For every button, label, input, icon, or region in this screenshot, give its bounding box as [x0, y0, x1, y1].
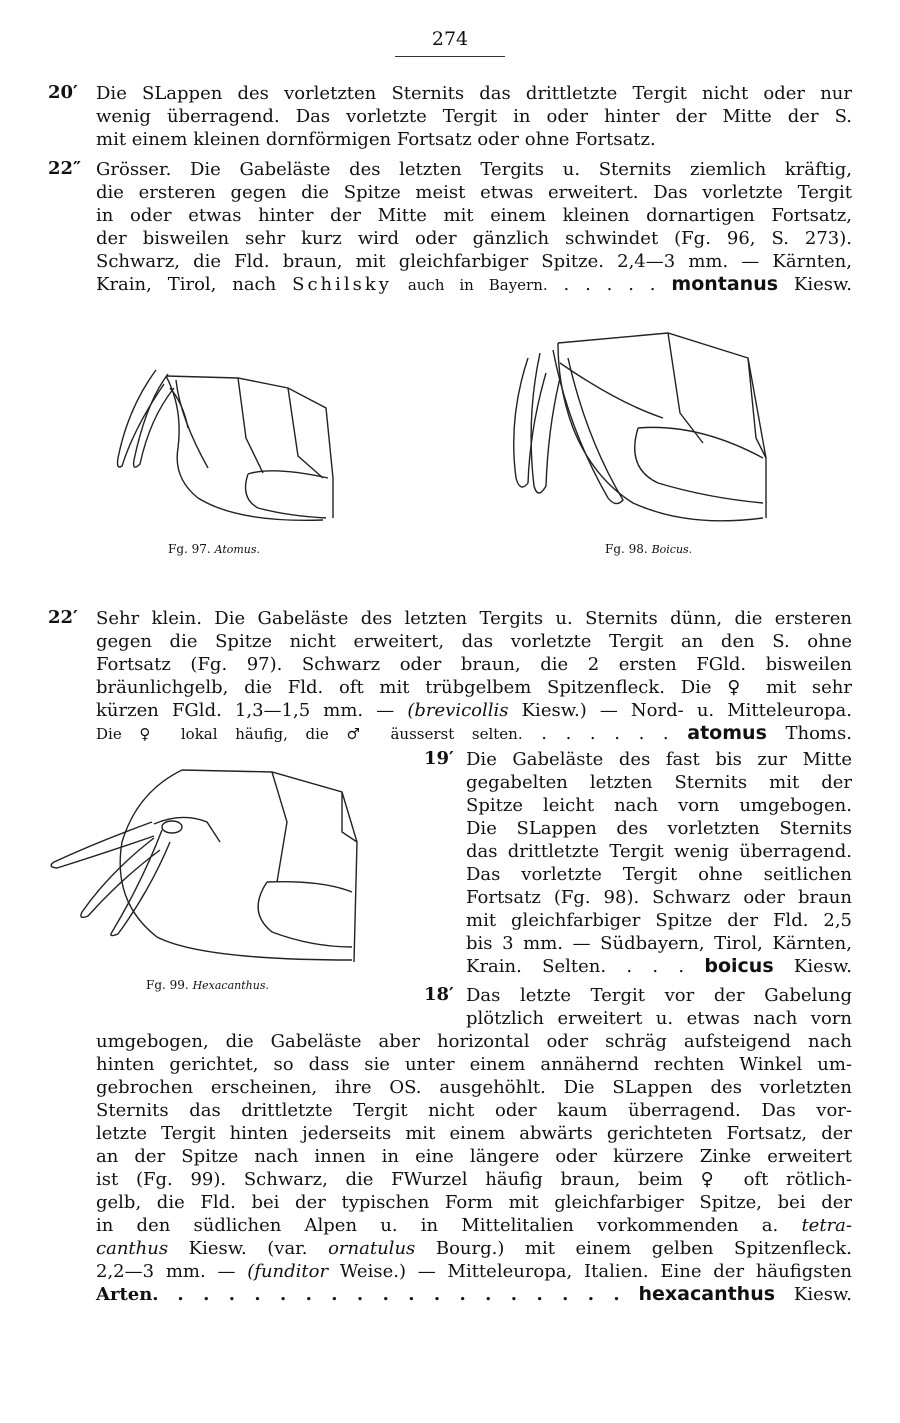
- text-line: gebrochen erscheinen, ihre OS. ausgehöhlt. Die SLappen des vorletzten: [96, 1077, 852, 1098]
- synonym-name: (funditor: [247, 1261, 329, 1282]
- text-line: das drittletzte Tergit wenig überragend.: [466, 841, 852, 862]
- species-author: Thoms.: [785, 723, 852, 744]
- species-name: atomus: [687, 722, 767, 744]
- text-line: Das vorletzte Tergit ohne seitlichen: [466, 864, 852, 885]
- variety-name: ornatulus: [328, 1238, 416, 1259]
- text-fragment: Krain. Selten.: [466, 956, 607, 977]
- variety-name: canthus: [96, 1238, 169, 1259]
- species-author: Kiesw.: [793, 274, 852, 295]
- species-line: [96, 1283, 852, 1306]
- text-line: Die Gabeläste des fast bis zur Mitte: [466, 749, 852, 770]
- text-line: Fortsatz (Fg. 98). Schwarz oder braun: [466, 887, 852, 908]
- caption-name: Atomus.: [214, 543, 261, 556]
- entry-18-text-wide: [96, 1030, 852, 1306]
- text-line: Das letzte Tergit vor der Gabelung: [466, 985, 852, 1006]
- entry-19-label: 19′: [424, 748, 454, 769]
- figure-98-boicus: [498, 318, 798, 538]
- entry-18-label: 18′: [424, 984, 454, 1005]
- species-name: montanus: [671, 273, 779, 295]
- text-line: an der Spitze nach innen in eine längere oder kürzere Zinke erweitert: [96, 1146, 852, 1167]
- caption-number: Fg. 97.: [168, 542, 211, 556]
- text-line: in oder etwas hinter der Mitte mit einem kleinen dornartigen Fortsatz,: [96, 205, 852, 226]
- text-line: gegen die Spitze nicht erweitert, das vorletzte Tergit an den S. ohne: [96, 631, 852, 652]
- entry-22b-text: [96, 158, 852, 297]
- author-name: Schilsky: [292, 274, 392, 295]
- caption-name: Boicus.: [651, 543, 693, 556]
- text-line: Die SLappen des vorletzten Sternits das drittletzte Tergit nicht oder nur: [96, 83, 852, 104]
- entry-18-text-narrow: [466, 984, 852, 1030]
- text-line: [96, 699, 852, 722]
- entry-20-label: 20′: [48, 82, 78, 103]
- text-fragment: Krain, Tirol, nach: [96, 274, 277, 295]
- leader-dots: . . . . . . . . . . . . . . . . . .: [177, 1284, 620, 1305]
- text-fragment: Weise.) — Mitteleuropa, Italien. Eine der häufigsten: [339, 1261, 852, 1282]
- text-line: [96, 1237, 852, 1260]
- text-fragment: auch in Bayern.: [407, 276, 548, 294]
- species-author: Kiesw.: [793, 1284, 852, 1305]
- text-line: Grösser. Die Gabeläste des letzten Tergits u. Sternits ziemlich kräftig,: [96, 159, 852, 180]
- species-name: hexacanthus: [638, 1283, 776, 1305]
- page-number: 274: [431, 28, 469, 50]
- text-line: Sehr klein. Die Gabeläste des letzten Tergits u. Sternits dünn, die ersteren: [96, 608, 852, 629]
- figure-98-caption: [605, 542, 692, 556]
- text-line: letzte Tergit hinten jederseits mit einem abwärts gerichteten Fortsatz, der: [96, 1123, 852, 1144]
- text-fragment: Kiesw. (var.: [188, 1238, 308, 1259]
- species-author: Kiesw.: [793, 956, 852, 977]
- text-line: gelb, die Fld. bei der typischen Form mit gleichfarbiger Spitze, bei der: [96, 1192, 852, 1213]
- text-line: plötzlich erweitert u. etwas nach vorn: [466, 1008, 852, 1029]
- synonym-name: (brevicollis: [407, 700, 509, 721]
- text-fragment: kürzen FGld. 1,3—1,5 mm. —: [96, 700, 395, 721]
- text-fragment: in den südlichen Alpen u. in Mittelitalien vorkommenden a.: [96, 1215, 779, 1236]
- entry-22a-text: [96, 607, 852, 746]
- text-line: bräunlichgelb, die Fld. oft mit trübgelbem Spitzenfleck. Die ♀ mit sehr: [96, 677, 852, 698]
- text-fragment: Arten.: [96, 1284, 159, 1305]
- text-fragment: 2,2—3 mm. —: [96, 1261, 236, 1282]
- text-line: [96, 1214, 852, 1237]
- entry-19-text: [466, 748, 852, 978]
- text-line: Sternits das drittletzte Tergit nicht oder kaum überragend. Das vor-: [96, 1100, 852, 1121]
- figure-99-caption: [146, 978, 269, 992]
- leader-dots: . . . . .: [563, 274, 656, 295]
- entry-22a-label: 22′: [48, 607, 78, 628]
- text-fragment: Kiesw.) — Nord- u. Mitteleuropa.: [521, 700, 852, 721]
- caption-number: Fg. 98.: [605, 542, 648, 556]
- header-rule: [395, 56, 505, 57]
- text-fragment: Bourg.) mit einem gelben Spitzenfleck.: [435, 1238, 852, 1259]
- entry-20-text: [96, 82, 852, 151]
- text-fragment: Die ♀ lokal häufig, die ♂ äusserst selten.: [96, 725, 523, 743]
- leader-dots: . . . . . .: [541, 723, 669, 744]
- species-line: [466, 955, 852, 978]
- caption-name: Hexacanthus.: [192, 979, 269, 992]
- species-line: [96, 722, 852, 746]
- figure-99-hexacanthus: [42, 762, 372, 972]
- text-line: die ersteren gegen die Spitze meist etwas erweitert. Das vorletzte Tergit: [96, 182, 852, 203]
- text-line: umgebogen, die Gabeläste aber horizontal oder schräg aufsteigend nach: [96, 1031, 852, 1052]
- figure-97-caption: [168, 542, 260, 556]
- text-line: Die SLappen des vorletzten Sternits: [466, 818, 852, 839]
- figure-97-atomus: [88, 348, 358, 538]
- entry-22b-label: 22″: [48, 158, 82, 179]
- text-line: mit einem kleinen dornförmigen Fortsatz oder ohne Fortsatz.: [96, 129, 656, 150]
- text-line: bis 3 mm. — Südbayern, Tirol, Kärnten,: [466, 933, 852, 954]
- text-line: [96, 1260, 852, 1283]
- text-line: Spitze leicht nach vorn umgebogen.: [466, 795, 852, 816]
- text-line: Fortsatz (Fg. 97). Schwarz oder braun, die 2 ersten FGld. bisweilen: [96, 654, 852, 675]
- variety-name: tetra-: [801, 1215, 852, 1236]
- text-line: der bisweilen sehr kurz wird oder gänzlich schwindet (Fg. 96, S. 273).: [96, 228, 852, 249]
- species-name: boicus: [704, 955, 774, 977]
- text-line: mit gleichfarbiger Spitze der Fld. 2,5: [466, 910, 852, 931]
- text-line: Schwarz, die Fld. braun, mit gleichfarbiger Spitze. 2,4—3 mm. — Kärnten,: [96, 251, 852, 272]
- text-line: ist (Fg. 99). Schwarz, die FWurzel häufig braun, beim ♀ oft rötlich-: [96, 1169, 852, 1190]
- leader-dots: . . .: [626, 956, 685, 977]
- text-line: hinten gerichtet, so dass sie unter einem annähernd rechten Winkel um-: [96, 1054, 852, 1075]
- species-line: [96, 273, 852, 297]
- caption-number: Fg. 99.: [146, 978, 189, 992]
- text-line: gegabelten letzten Sternits mit der: [466, 772, 852, 793]
- text-line: wenig überragend. Das vorletzte Tergit in oder hinter der Mitte der S.: [96, 106, 852, 127]
